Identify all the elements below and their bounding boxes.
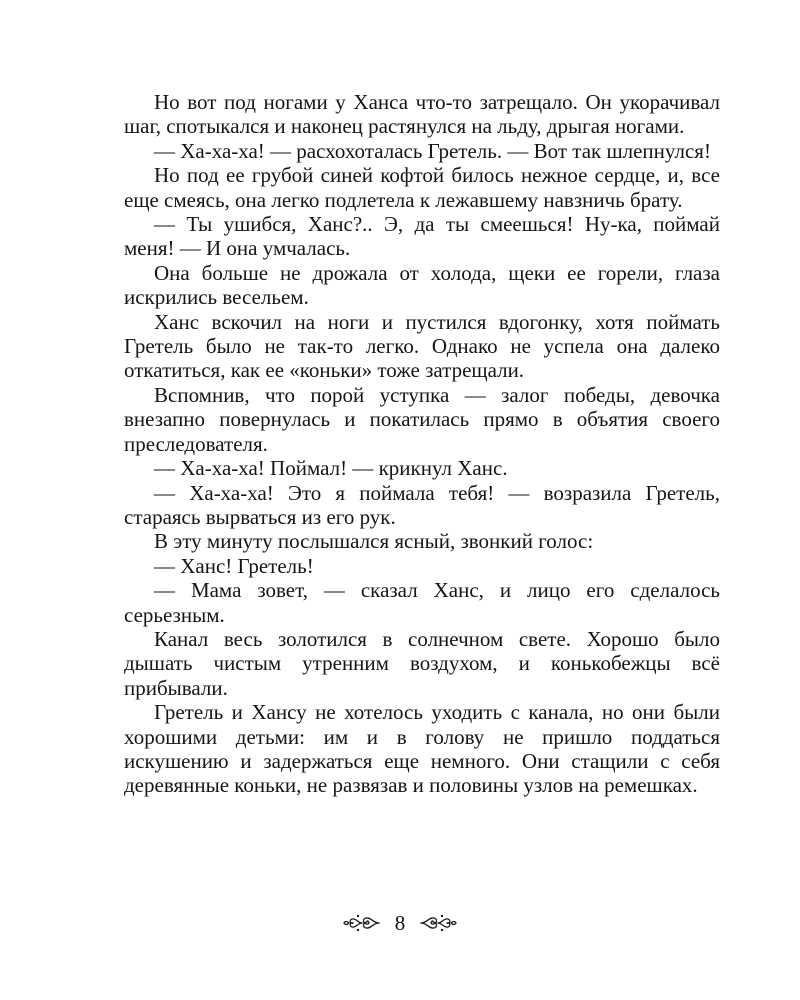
paragraph: В эту минуту послышался ясный, звонкий голос: xyxy=(154,529,594,554)
paragraph: Она больше не дрожала от холода, щеки ее горели, глаза искрились весельем. xyxy=(124,260,720,310)
paragraph: Канал весь золотился в солнечном свете. Хорошо было дышать чистым утренним воздухом, и конькобежцы всё прибывали. xyxy=(124,626,720,700)
page-number: 8 xyxy=(394,910,406,935)
paragraph: Но вот под ногами у Ханса что-то затрещало. Он укорачивал шаг, спотыкался и наконец растянулся на льду, дрыгая ногами. xyxy=(124,90,720,139)
paragraph: — Ты ушибся, Ханс?.. Э, да ты смеешься! Ну-ка, поймай меня! — И она умчалась. xyxy=(124,212,720,261)
paragraph: — Ханс! Гретель! xyxy=(154,553,314,578)
paragraph: Вспомнив, что порой уступка — залог победы, девочка внезапно повернулась и покатилась прямо в объятия своего преследователя. xyxy=(124,382,720,456)
paragraph: — Ха-ха-ха! Это я поймала тебя! — возразила Гретель, стараясь вырваться из его рук. xyxy=(124,480,720,529)
paragraph: Ханс вскочил на ноги и пустился вдогонку, хотя поймать Гретель было не так-то легко. Однако не успела она далеко откатиться, как ее «коньки» тоже затрещали. xyxy=(124,309,720,383)
paragraph: Гретель и Хансу не хотелось уходить с канала, но они были хорошими детьми: им и в голову не пришло поддаться искушению и задержаться еще немного. Они стащили с себя деревянные коньки, не развязав и половины узлов на ремешках. xyxy=(124,700,720,798)
flourish-left-icon xyxy=(343,912,381,934)
paragraph: Но под ее грубой синей кофтой билось нежное сердце, и, все еще смеясь, она легко подлетела к лежавшему навзничь брату. xyxy=(124,163,720,212)
body-text xyxy=(124,90,720,798)
paragraph: — Ха-ха-ха! Поймал! — крикнул Ханс. xyxy=(154,456,508,481)
paragraph: — Мама зовет, — сказал Ханс, и лицо его сделалось серьезным. xyxy=(124,578,720,627)
page-footer xyxy=(0,908,800,938)
flourish-right-icon xyxy=(419,912,457,934)
paragraph: — Ха-ха-ха! — расхохоталась Гретель. — Вот так шлепнулся! xyxy=(154,138,711,163)
